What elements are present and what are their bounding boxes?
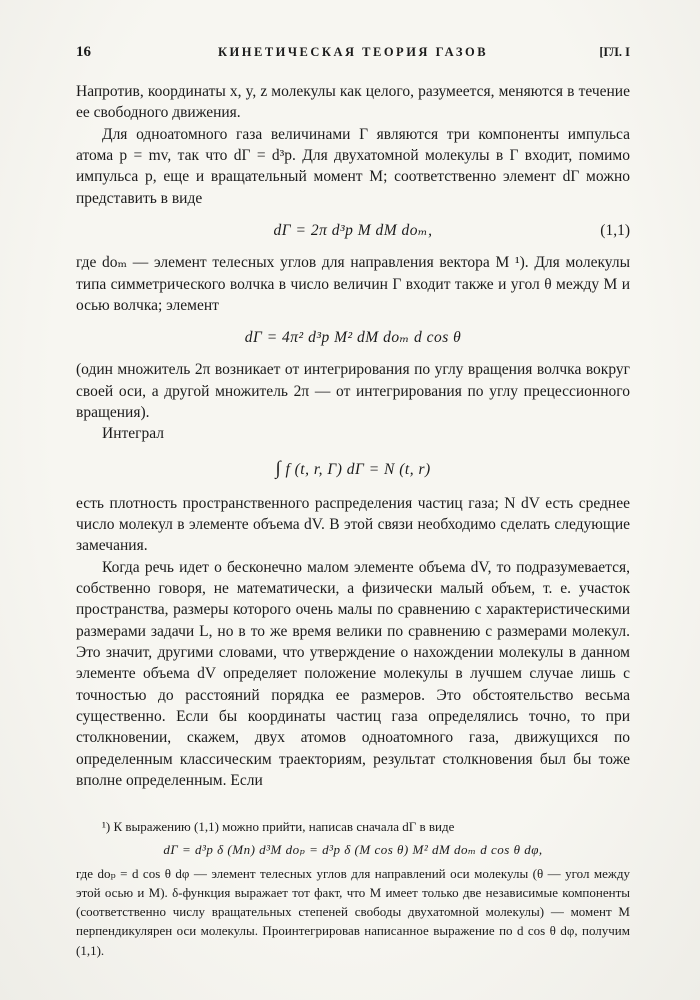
equation-text: dΓ = 4π² d³p M² dM doₘ d cos θ xyxy=(244,329,462,347)
equation-text: dΓ = d³p δ (Mn) d³M doₚ = d³p δ (M cos θ) M² dM doₘ d cos θ dφ, xyxy=(163,842,543,858)
chapter-label: [ГЛ. I xyxy=(599,45,630,59)
paragraph-6: есть плотность пространственного распределения частиц газа; N dV есть среднее число молекул в элементе объема dV. В этой связи необходимо сделать следующие замечания. xyxy=(76,494,630,555)
equation-2 xyxy=(76,327,630,348)
running-title: КИНЕТИЧЕСКАЯ ТЕОРИЯ ГАЗОВ xyxy=(217,45,489,59)
page-body xyxy=(76,81,630,791)
paragraph-1: Напротив, координаты x, y, z молекулы как целого, разумеется, меняются в течение ее свободного движения. xyxy=(76,83,630,122)
paragraph-3: где doₘ — элемент телесных углов для направления вектора M ¹). Для молекулы типа симметрического волчка в число величин Γ входит также и угол θ между M и осью волчка; элемент xyxy=(76,254,630,314)
integral-sign: ∫ xyxy=(275,457,282,479)
equation-text: dΓ = 2π d³p M dM doₘ, xyxy=(273,221,433,239)
equation-text: f (t, r, Γ) dΓ = N (t, r) xyxy=(281,460,431,478)
footnote-body: где doₚ = d cos θ dφ — элемент телесных углов для направлений оси молекулы (θ — угол между этой осью и M). δ-функция выражает тот факт, что M имеет только две независимые компоненты (соответственно числу вращательных степеней свободы двухатомной молекулы) — момент M перпендикулярен оси молекулы. Проинтегрировав написанное выражение по d cos θ dφ, получим (1,1). xyxy=(76,865,630,958)
page-header xyxy=(76,44,630,61)
equation-3 xyxy=(76,456,630,482)
paragraph-7: Когда речь идет о бесконечно малом элементе объема dV, то подразумевается, собственно говоря, не математически, а физически малый объем, т. е. участок пространства, размеры которого очень малы по сравнению с характеристическими размерами задачи L, но в то же время велики по сравнению с размерами молекул. Это значит, другими словами, что утверждение о нахождении молекулы в данном элементе объема dV определяет положение молекулы в лучшем случае лишь с точностью до расстояний порядка ее размеров. Это обстоятельство весьма существенно. Если бы координаты частиц газа определялись точно, то при столкновении, скажем, двух атомов одноатомного газа, движущихся по определенным классическим траекториям, результат столкновения был бы тоже вполне определенным. Если xyxy=(76,558,630,789)
paragraph-2: Для одноатомного газа величинами Γ являются три компоненты импульса атома p = mv, так что dΓ = d³p. Для двухатомной молекулы в Γ входит, помимо импульса p, еще и вращательный момент M; соответственно элемент dΓ можно представить в виде xyxy=(76,125,630,207)
paragraph-4: (один множитель 2π возникает от интегрирования по углу вращения волчка вокруг своей оси, а другой множитель 2π — от интегрирования по углу прецессионного вращения). xyxy=(76,361,630,422)
footnote-equation xyxy=(76,840,630,859)
page-number: 16 xyxy=(76,44,91,60)
equation-1-1 xyxy=(76,220,630,241)
footnote-intro: ¹) К выражению (1,1) можно прийти, написав сначала dΓ в виде xyxy=(102,819,455,835)
equation-number: (1,1) xyxy=(600,221,630,239)
paragraph-5: Интеграл xyxy=(102,425,164,443)
footnote xyxy=(76,817,630,960)
